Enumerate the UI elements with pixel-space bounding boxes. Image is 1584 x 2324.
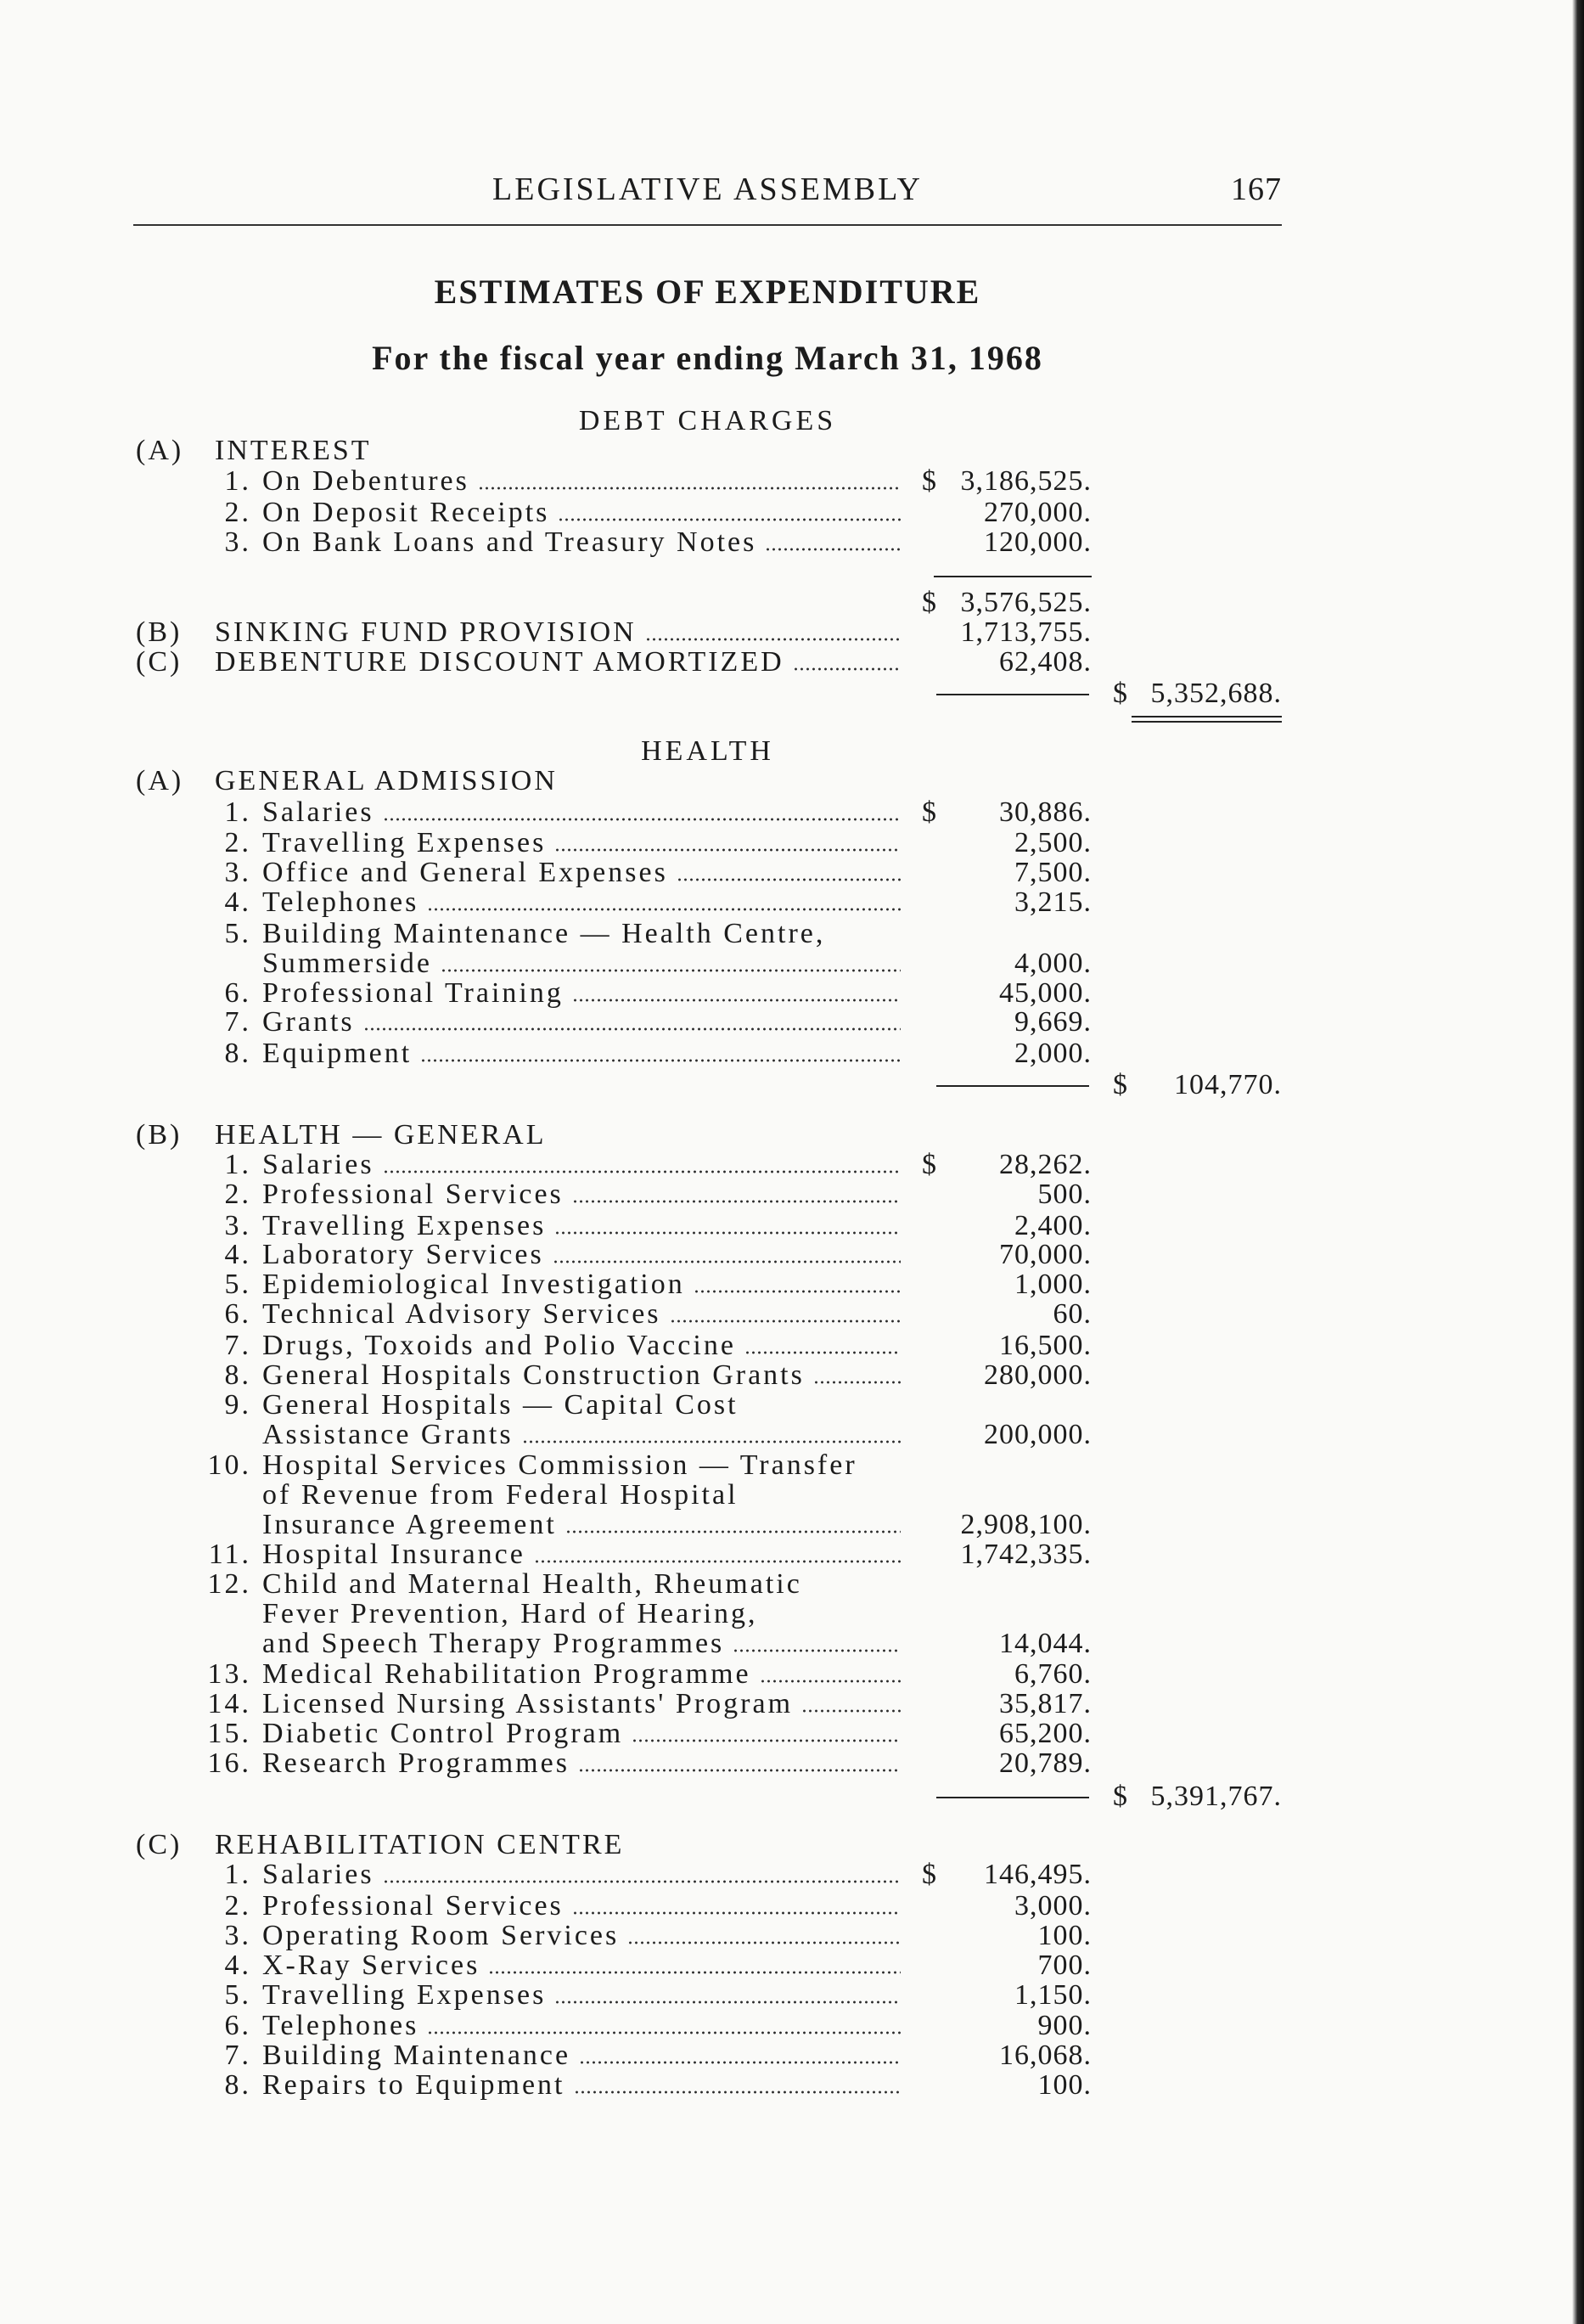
item-number: 7. [224, 1006, 251, 1038]
section-tag: (C) [136, 1829, 183, 1860]
item-amount: 700. [1037, 1950, 1092, 1981]
item-label-line: and Speech Therapy Programmes [262, 1628, 725, 1659]
item-number: 2. [224, 827, 251, 858]
dot-leader [383, 1880, 901, 1883]
item-number: 14. [207, 1688, 251, 1719]
section-heading: REHABILITATION CENTRE [215, 1829, 625, 1860]
debt-charges-heading: DEBT CHARGES [578, 405, 837, 436]
item-amount: 280,000. [984, 1359, 1092, 1391]
item-label-leader [262, 1240, 901, 1270]
dot-leader [420, 1059, 901, 1062]
item-label-leader [262, 1269, 901, 1300]
item-label-leader [262, 887, 901, 918]
dot-leader [572, 1911, 901, 1915]
item-amount: 900. [1037, 2010, 1092, 2041]
item-label: Salaries [262, 1149, 374, 1180]
dot-leader [534, 1560, 901, 1563]
item-label-leader [262, 1950, 901, 1981]
item-amount: 9,669. [1014, 1006, 1092, 1038]
item-label-leader [262, 466, 901, 497]
item-number: 5. [224, 918, 251, 949]
line-item-continuation [0, 1510, 1584, 1540]
item-label: Professional Training [262, 977, 564, 1009]
item-number: 1. [224, 796, 251, 828]
line-item [0, 1007, 1584, 1038]
currency-symbol: $ [1113, 1781, 1128, 1812]
currency-symbol: $ [922, 796, 937, 828]
line-item [0, 527, 1584, 558]
item-amount: 100. [1037, 1920, 1092, 1951]
item-amount: 1,713,755. [960, 616, 1092, 648]
item-label-line: Summerside [262, 948, 432, 979]
line-item [0, 919, 1584, 949]
currency-symbol: $ [1113, 1069, 1128, 1100]
currency-symbol: $ [922, 1149, 937, 1180]
section-tag: (A) [136, 765, 184, 796]
line-item [0, 858, 1584, 888]
item-label-leader [262, 1719, 901, 1749]
item-amount: 2,000. [1014, 1038, 1092, 1069]
item-label-line: Insurance Agreement [262, 1509, 557, 1540]
line-item [0, 828, 1584, 858]
dot-leader [427, 2031, 901, 2034]
item-number: 6. [224, 2010, 251, 2041]
dot-leader [427, 908, 901, 911]
item-label-line: Child and Maternal Health, Rheumatic [262, 1568, 802, 1600]
dot-leader [383, 1170, 901, 1173]
item-amount: 500. [1037, 1179, 1092, 1210]
document-subtitle: For the fiscal year ending March 31, 1968 [372, 339, 1043, 377]
dot-leader [793, 667, 901, 671]
item-amount: 6,760. [1014, 1658, 1092, 1690]
item-amount: 28,262. [999, 1149, 1092, 1180]
item-label: Building Maintenance [262, 2040, 571, 2071]
item-number: 4. [224, 1950, 251, 1981]
item-label: Salaries [262, 796, 374, 828]
health-heading: HEALTH [641, 735, 774, 767]
item-number: 7. [224, 2040, 251, 2071]
dot-leader [670, 1320, 901, 1323]
item-label: Operating Room Services [262, 1920, 620, 1951]
item-number: 11. [208, 1539, 251, 1570]
item-number: 8. [224, 2069, 251, 2101]
line-item [0, 1539, 1584, 1570]
item-number: 4. [224, 886, 251, 918]
item-label-leader [262, 1038, 901, 1069]
item-label-leader [262, 498, 901, 528]
item-label-leader [262, 1860, 901, 1890]
item-number: 6. [224, 1298, 251, 1330]
currency-symbol: $ [922, 587, 937, 618]
dot-leader [488, 1971, 901, 1974]
item-amount: 2,908,100. [960, 1509, 1092, 1540]
item-amount: 16,068. [999, 2040, 1092, 2071]
line-item [0, 1719, 1584, 1749]
item-label: Travelling Expenses [262, 827, 547, 858]
item-label-leader [262, 1331, 901, 1361]
dot-leader [632, 1739, 901, 1742]
dot-leader [565, 1530, 901, 1533]
item-amount: 200,000. [984, 1419, 1092, 1450]
item-label-leader [262, 1299, 901, 1330]
item-label: Travelling Expenses [262, 1979, 547, 2011]
section-tag: (A) [136, 435, 184, 466]
item-label: On Bank Loans and Treasury Notes [262, 526, 757, 558]
section-heading: HEALTH — GENERAL [215, 1119, 547, 1151]
item-amount: 20,789. [999, 1747, 1092, 1779]
item-label-leader [262, 797, 901, 828]
line-item [0, 1211, 1584, 1241]
section-heading: DEBENTURE DISCOUNT AMORTIZED [215, 646, 784, 678]
dot-leader [572, 999, 901, 1002]
item-label-leader [262, 858, 901, 888]
section-total-row [0, 1781, 1584, 1812]
dot-leader [572, 1200, 901, 1203]
line-item [0, 1689, 1584, 1719]
line-item [0, 887, 1584, 918]
dot-leader [441, 969, 901, 972]
line-item-continuation [0, 1480, 1584, 1511]
dot-leader [522, 1440, 901, 1443]
item-label-leader [262, 1689, 901, 1719]
item-label: Equipment [262, 1038, 413, 1069]
dot-leader [765, 548, 901, 551]
item-amount: 2,500. [1014, 827, 1092, 858]
item-label-leader [262, 2070, 901, 2101]
item-label-line: Fever Prevention, Hard of Hearing, [262, 1598, 758, 1629]
item-number: 12. [207, 1568, 251, 1600]
header-rule [133, 224, 1282, 226]
item-amount: 1,000. [1014, 1269, 1092, 1300]
line-item [0, 1950, 1584, 1981]
total-amount: 104,770. [1174, 1069, 1282, 1100]
item-label-leader [262, 1629, 901, 1659]
item-amount: 30,886. [999, 796, 1092, 828]
item-number: 4. [224, 1239, 251, 1270]
dot-leader [627, 1941, 901, 1944]
line-item [0, 1179, 1584, 1210]
sinking-fund-row [0, 617, 1584, 648]
section-tag: (B) [136, 1119, 183, 1151]
section-heading-row [0, 766, 1584, 796]
item-label-leader [262, 1510, 901, 1540]
line-item-continuation [0, 1599, 1584, 1629]
item-amount: 7,500. [1014, 857, 1092, 888]
dot-leader [677, 878, 901, 881]
item-label: X-Ray Services [262, 1950, 480, 1981]
item-label-leader [262, 1211, 901, 1241]
item-amount: 3,215. [1014, 886, 1092, 918]
item-number: 2. [224, 497, 251, 528]
total-rule [936, 694, 1089, 695]
line-item [0, 1980, 1584, 2011]
dot-leader [558, 518, 901, 521]
dot-leader [733, 1649, 901, 1652]
debt-charges-heading-row [0, 406, 1584, 436]
item-label: Research Programmes [262, 1747, 570, 1779]
page-number: 167 [1231, 172, 1282, 207]
subtotal-rule [934, 576, 1092, 577]
line-item [0, 1921, 1584, 1951]
section-heading: SINKING FUND PROVISION [215, 616, 637, 648]
item-label: On Deposit Receipts [262, 497, 550, 528]
section-total-row [0, 1070, 1584, 1100]
item-number: 1. [224, 1149, 251, 1180]
item-label-line: of Revenue from Federal Hospital [262, 1479, 739, 1511]
section-tag: (B) [136, 616, 183, 648]
item-amount: 2,400. [1014, 1210, 1092, 1241]
debenture-discount-row [0, 647, 1584, 678]
dot-leader [744, 1351, 901, 1354]
line-item [0, 498, 1584, 528]
dot-leader [813, 1381, 901, 1384]
line-item [0, 1150, 1584, 1180]
double-underline [1132, 716, 1282, 723]
line-item [0, 1390, 1584, 1421]
item-label: Office and General Expenses [262, 857, 668, 888]
dot-leader [574, 2090, 901, 2094]
subtotal-amount: 3,576,525. [960, 587, 1092, 618]
item-amount: 16,500. [999, 1330, 1092, 1361]
total-rule [936, 1797, 1089, 1798]
dot-leader [801, 1709, 901, 1713]
item-label-leader [262, 1748, 901, 1779]
item-amount: 100. [1037, 2069, 1092, 2101]
item-label: Travelling Expenses [262, 1210, 547, 1241]
item-number: 10. [207, 1449, 251, 1481]
item-label: Diabetic Control Program [262, 1718, 624, 1749]
item-amount: 146,495. [984, 1859, 1092, 1890]
section-label-leader [215, 647, 901, 678]
item-amount: 3,186,525. [960, 465, 1092, 497]
item-label: Drugs, Toxoids and Polio Vaccine [262, 1330, 736, 1361]
item-number: 3. [224, 1920, 251, 1951]
item-label: Telephones [262, 2010, 419, 2041]
item-label-leader [262, 527, 901, 558]
item-label-leader [262, 1150, 901, 1180]
item-number: 5. [224, 1979, 251, 2011]
item-number: 3. [224, 526, 251, 558]
item-label: Laboratory Services [262, 1239, 544, 1270]
currency-symbol: $ [922, 1859, 937, 1890]
item-number: 15. [207, 1718, 251, 1749]
line-item [0, 1659, 1584, 1690]
line-item [0, 1891, 1584, 1922]
item-number: 1. [224, 465, 251, 497]
line-item [0, 797, 1584, 828]
item-amount: 35,817. [999, 1688, 1092, 1719]
item-amount: 270,000. [984, 497, 1092, 528]
item-label: Repairs to Equipment [262, 2069, 565, 2101]
currency-symbol: $ [922, 465, 937, 497]
line-item [0, 1569, 1584, 1600]
line-item [0, 1269, 1584, 1300]
section-heading-row [0, 1120, 1584, 1151]
item-label-leader [262, 978, 901, 1009]
section-label-leader [215, 617, 901, 648]
item-number: 3. [224, 857, 251, 888]
item-label: General Hospitals Construction Grants [262, 1359, 805, 1391]
document-title: ESTIMATES OF EXPENDITURE [434, 273, 981, 311]
line-item [0, 2011, 1584, 2041]
dot-leader [554, 848, 901, 852]
line-item [0, 978, 1584, 1009]
item-label: Hospital Insurance [262, 1539, 525, 1570]
debt-charges-total-row [0, 678, 1584, 709]
item-label-line: Building Maintenance — Health Centre, [262, 918, 826, 949]
currency-symbol: $ [1113, 678, 1128, 709]
item-number: 8. [224, 1359, 251, 1391]
item-amount: 1,742,335. [960, 1539, 1092, 1570]
health-heading-row [0, 736, 1584, 767]
item-label-leader [262, 948, 901, 979]
item-amount: 60. [1053, 1298, 1092, 1330]
dot-leader [578, 1769, 901, 1772]
item-amount: 45,000. [999, 977, 1092, 1009]
item-amount: 62,408. [999, 646, 1092, 678]
line-item [0, 1299, 1584, 1330]
interest-subtotal-row [0, 588, 1584, 618]
dot-leader [694, 1290, 901, 1293]
item-number: 9. [224, 1389, 251, 1421]
item-number: 3. [224, 1210, 251, 1241]
total-amount: 5,391,767. [1150, 1781, 1282, 1812]
line-item-continuation [0, 1420, 1584, 1450]
item-number: 7. [224, 1330, 251, 1361]
dot-leader [478, 487, 901, 490]
line-item-continuation [0, 1629, 1584, 1659]
item-label-leader [262, 2040, 901, 2071]
total-amount: 5,352,688. [1150, 678, 1282, 709]
dot-leader [554, 2000, 901, 2004]
dot-leader [760, 1680, 901, 1683]
item-label-leader [262, 1420, 901, 1450]
line-item [0, 1240, 1584, 1270]
item-label-leader [262, 1539, 901, 1570]
section-heading: GENERAL ADMISSION [215, 765, 558, 796]
item-amount: 4,000. [1014, 948, 1092, 979]
item-number: 1. [224, 1859, 251, 1890]
item-label: Professional Services [262, 1179, 564, 1210]
line-item [0, 1450, 1584, 1481]
line-item [0, 2040, 1584, 2071]
line-item [0, 2070, 1584, 2101]
line-item [0, 1360, 1584, 1391]
item-label-leader [262, 1659, 901, 1690]
item-amount: 65,200. [999, 1718, 1092, 1749]
item-label: On Debentures [262, 465, 469, 497]
dot-leader [554, 1231, 901, 1235]
item-number: 13. [207, 1658, 251, 1690]
item-number: 2. [224, 1179, 251, 1210]
item-label: Professional Services [262, 1890, 564, 1922]
item-label-leader [262, 1921, 901, 1951]
item-label: Technical Advisory Services [262, 1298, 661, 1330]
section-tag: (C) [136, 646, 183, 678]
dot-leader [579, 2061, 901, 2064]
total-rule [936, 1085, 1089, 1087]
item-label: Telephones [262, 886, 419, 918]
item-number: 16. [207, 1747, 251, 1779]
item-label-line: General Hospitals — Capital Cost [262, 1389, 739, 1421]
dot-leader [645, 638, 901, 641]
item-number: 6. [224, 977, 251, 1009]
item-label: Salaries [262, 1859, 374, 1890]
interest-heading-row [0, 436, 1584, 466]
item-label-leader [262, 1891, 901, 1922]
item-amount: 14,044. [999, 1628, 1092, 1659]
line-item [0, 1860, 1584, 1890]
line-item [0, 1748, 1584, 1779]
item-label: Grants [262, 1006, 355, 1038]
line-item [0, 1331, 1584, 1361]
item-label-leader [262, 1360, 901, 1391]
item-label-leader [262, 1980, 901, 2011]
item-label-line: Hospital Services Commission — Transfer [262, 1449, 857, 1481]
item-label: Licensed Nursing Assistants' Program [262, 1688, 794, 1719]
item-label-leader [262, 828, 901, 858]
dot-leader [553, 1260, 901, 1263]
item-label-leader [262, 1007, 901, 1038]
item-number: 2. [224, 1890, 251, 1922]
item-label-leader [262, 1179, 901, 1210]
running-header-title: LEGISLATIVE ASSEMBLY [492, 172, 923, 207]
line-item-continuation [0, 948, 1584, 979]
item-amount: 120,000. [984, 526, 1092, 558]
section-heading-row [0, 1830, 1584, 1860]
line-item [0, 1038, 1584, 1069]
item-amount: 1,150. [1014, 1979, 1092, 2011]
line-item [0, 466, 1584, 497]
item-label: Epidemiological Investigation [262, 1269, 685, 1300]
item-label-leader [262, 2011, 901, 2041]
dot-leader [383, 818, 901, 821]
dot-leader [363, 1027, 901, 1031]
section-heading: INTEREST [215, 435, 372, 466]
item-amount: 70,000. [999, 1239, 1092, 1270]
item-number: 8. [224, 1038, 251, 1069]
item-amount: 3,000. [1014, 1890, 1092, 1922]
item-label-line: Assistance Grants [262, 1419, 514, 1450]
item-number: 5. [224, 1269, 251, 1300]
item-label: Medical Rehabilitation Programme [262, 1658, 751, 1690]
